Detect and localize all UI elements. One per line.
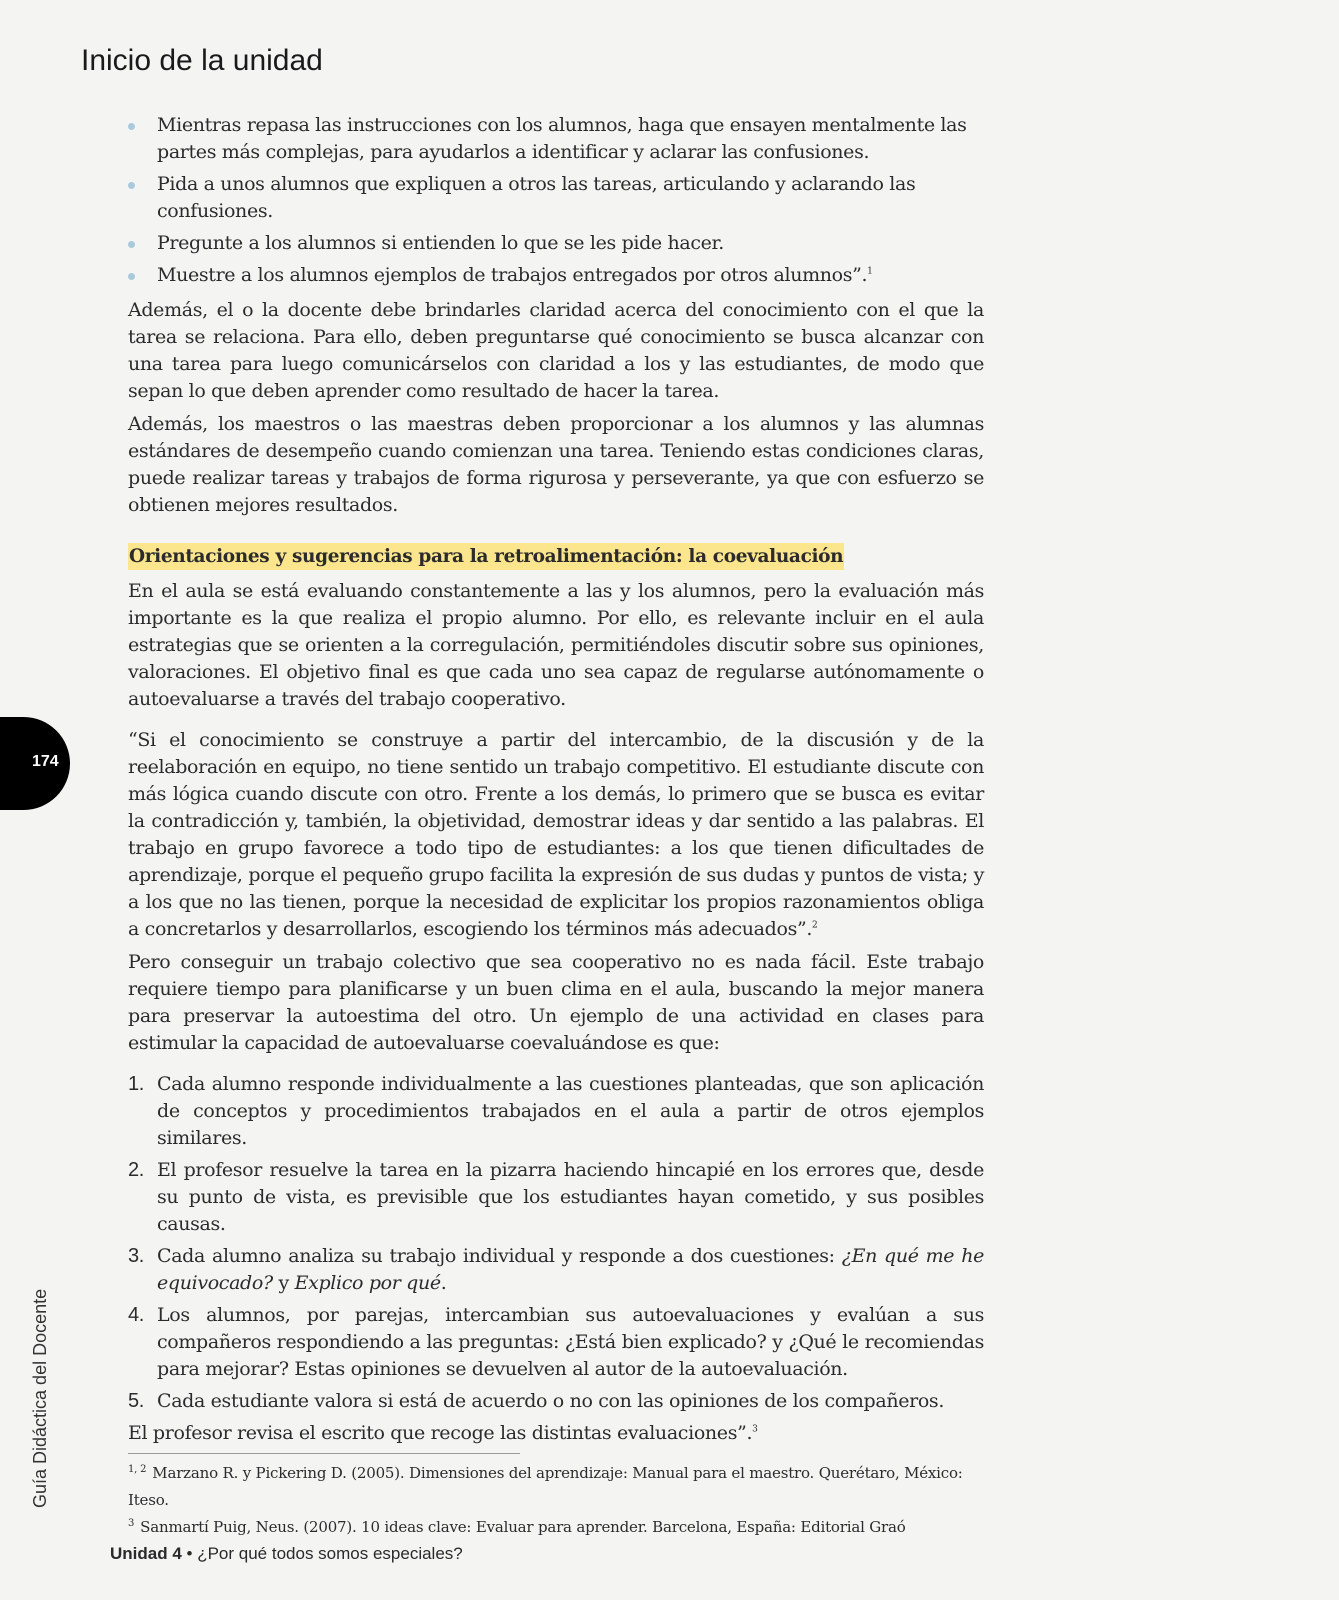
footnote-divider	[128, 1453, 520, 1454]
footnote-ref: 2	[812, 920, 818, 931]
list-item: 4. Los alumnos, por parejas, intercambian sus autoevaluaciones y evalúan a sus compañeros respondiendo a las preguntas: ¿Está bien explicado? y ¿Qué le recomiendas para mejorar? Estas opiniones se devuelven al autor de la autoevaluación.	[128, 1304, 984, 1380]
quote-paragraph: “Si el conocimiento se construye a partir del intercambio, de la discusión y de la reelaboración en equipo, no tiene sentido un trabajo competitivo. El estudiante discute con más lógica cuando discute con otro. Frente a los demás, lo primero que se busca es evitar la contradicción y, también, la objetividad, demostrar ideas y dar sentido a las palabras. El trabajo en grupo favorece a todo tipo de estudiantes: a los que tienen dificultades de aprendizaje, porque el pequeño grupo facilita la expresión de sus dudas y puntos de vista; y a los que no las tienen, porque la necesidad de explicitar los propios razonamientos obliga a concretarlos y desarrollarlos, escogiendo los términos más adecuados”.$^2$	[128, 729, 984, 940]
list-item: Pida a unos alumnos que expliquen a otros las tareas, articulando y aclarando las confusiones.	[128, 171, 984, 225]
list-item: 2. El profesor resuelve la tarea en la pizarra haciendo hincapié en los errores que, desde su punto de vista, es previsible que los estudiantes hayan cometido, y sus posibles causas.	[128, 1159, 984, 1235]
closing-paragraph: El profesor revisa el escrito que recoge las distintas evaluaciones”.$^3$	[128, 1422, 758, 1444]
list-item: 5. Cada estudiante valora si está de acuerdo o no con las opiniones de los compañeros.	[128, 1390, 945, 1412]
paragraph-intro: En el aula se está evaluando constantemente a las y los alumnos, pero la evaluación más importante es la que realiza el propio alumno. Por ello, es relevante incluir en el aula estrategias que se orienten a la corregulación, permitiéndoles discutir sobre sus opiniones, valoraciones. El objetivo final es que cada uno sea capaz de regularse autónomamente o autoevaluarse a través del trabajo cooperativo.	[128, 580, 984, 710]
footnote-ref: 3	[752, 1424, 758, 1435]
footnotes	[128, 1460, 1008, 1541]
bullet-dot-icon	[128, 241, 135, 248]
page-number-tab	[0, 717, 70, 810]
page-number: 174	[32, 753, 59, 770]
main-content	[128, 112, 984, 1453]
list-item: 3. Cada alumno analiza su trabajo individual y responde a dos cuestiones: ¿En qué me he equivocado? y Explico por qué.	[128, 1245, 984, 1294]
side-label: Guía Didáctica del Docente	[30, 1288, 50, 1508]
paragraph-collective: Pero conseguir un trabajo colectivo que sea cooperativo no es nada fácil. Este trabajo requiere tiempo para planificarse y un buen clima en el aula, buscando la mejor manera para preservar la autoestima del otro. Un ejemplo de una actividad en clases para estimular la capacidad de autoevaluarse coevaluándose es que:	[128, 951, 984, 1054]
list-item: 1. Cada alumno responde individualmente a las cuestiones planteadas, que son aplicación de conceptos y procedimientos trabajados en el aula a partir de otros ejemplos similares.	[128, 1073, 984, 1149]
paragraph: Además, el o la docente debe brindarles claridad acerca del conocimiento con el que la tarea se relaciona. Para ello, deben preguntarse qué conocimiento se busca alcanzar con una tarea para luego comunicárselos con claridad a los y las estudiantes, de modo que sepan lo que deben aprender como resultado de hacer la tarea.	[128, 299, 984, 402]
footnote-ref: 1	[867, 266, 873, 277]
section-heading: Orientaciones y sugerencias para la retroalimentación: la coevaluación	[128, 543, 844, 570]
bullet-dot-icon	[128, 182, 135, 189]
list-item: Pregunte a los alumnos si entienden lo que se les pide hacer.	[128, 230, 984, 257]
paragraph: Además, los maestros o las maestras deben proporcionar a los alumnos y las alumnas estándares de desempeño cuando comienzan una tarea. Teniendo estas condiciones claras, puede realizar tareas y trabajos de forma rigurosa y perseverante, ya que con esfuerzo se obtienen mejores resultados.	[128, 413, 984, 516]
question-italic: Explico por qué	[294, 1272, 441, 1294]
bullet-list	[128, 112, 984, 289]
footnote: $^{1, 2}$ Marzano R. y Pickering D. (2005). Dimensiones del aprendizaje: Manual para el maestro. Querétaro, México: Iteso.	[128, 1464, 963, 1509]
bullet-dot-icon	[128, 273, 135, 280]
question-italic: ¿En qué me he equivocado?	[157, 1245, 984, 1294]
footer	[110, 1544, 463, 1564]
footer-title: ¿Por qué todos somos especiales?	[197, 1544, 463, 1563]
list-item: Mientras repasa las instrucciones con los alumnos, haga que ensayen mentalmente las partes más complejas, para ayudarlos a identificar y aclarar las confusiones.	[128, 112, 984, 166]
footnote: $^3$ Sanmartí Puig, Neus. (2007). 10 ideas clave: Evaluar para aprender. Barcelona, España: Editorial Graó	[128, 1518, 906, 1536]
list-item: Muestre a los alumnos ejemplos de trabajos entregados por otros alumnos”.$^1$	[128, 262, 984, 289]
page-title: Inicio de la unidad	[81, 44, 323, 77]
numbered-list	[128, 1071, 984, 1415]
footer-unit: Unidad 4	[110, 1544, 182, 1563]
bullet-dot-icon	[128, 123, 135, 130]
footer-separator: •	[181, 1544, 198, 1563]
